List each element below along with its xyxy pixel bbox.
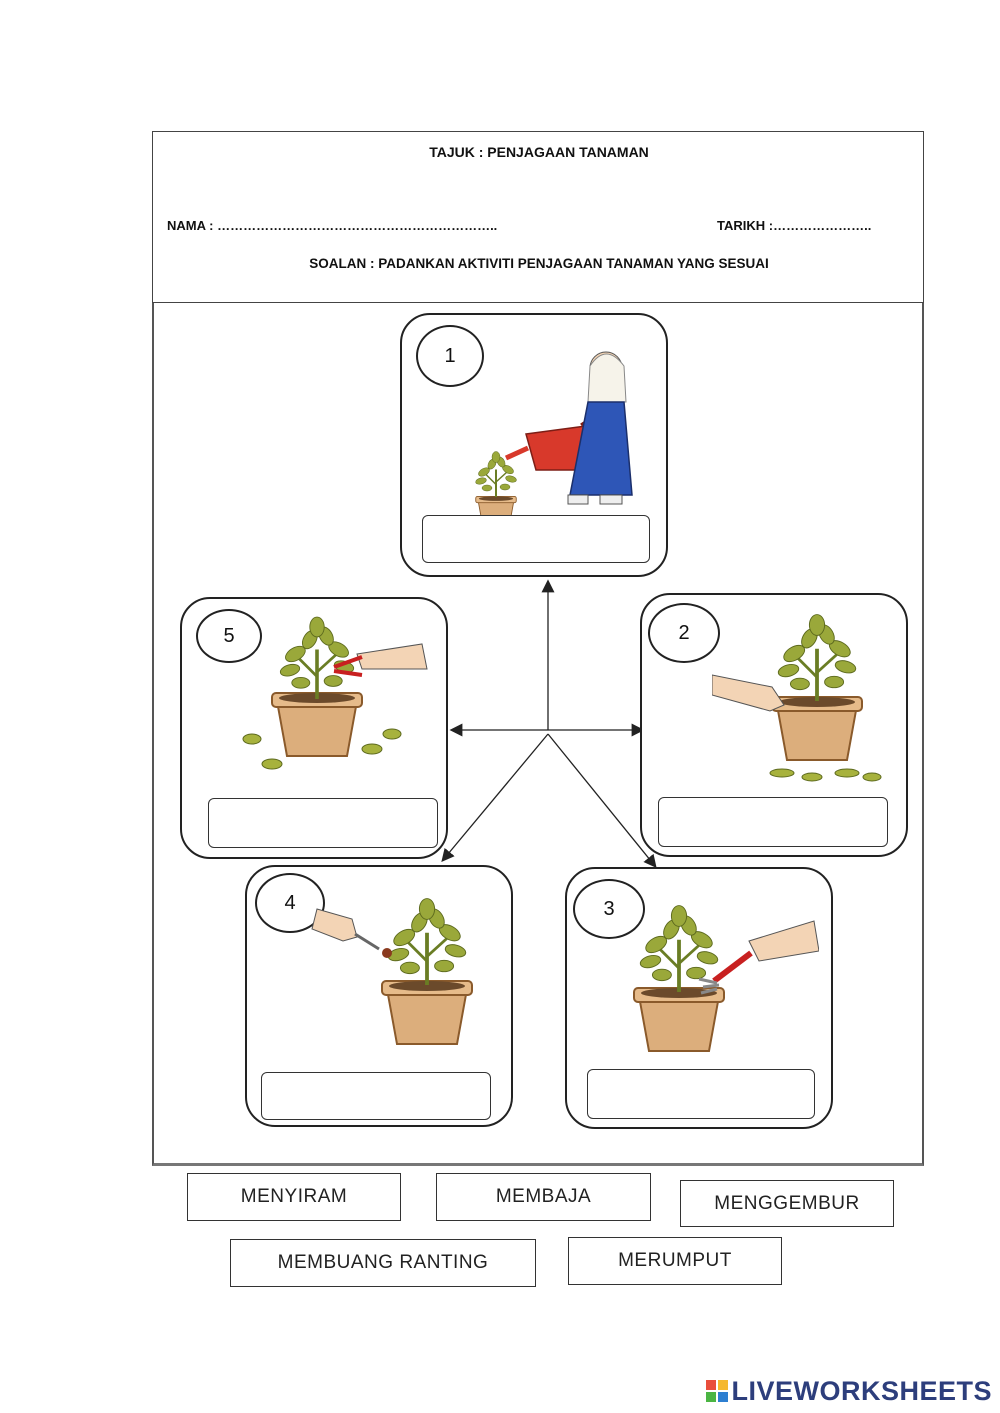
card-number: 1 — [416, 325, 484, 387]
card-number: 5 — [196, 609, 262, 663]
activity-card-2 — [640, 593, 908, 857]
fertilizing-plant-icon — [307, 879, 477, 1059]
word-tile-menggembur[interactable]: MENGGEMBUR — [680, 1180, 894, 1227]
pruning-plant-icon — [222, 609, 432, 779]
date-field-label: TARIKH :………………….. — [717, 218, 872, 233]
answer-box-5[interactable] — [208, 798, 438, 848]
weeding-plant-icon — [712, 605, 892, 785]
name-field-label: NAMA : ……………………………………………………….. — [167, 218, 498, 233]
brand-name: LIVEWORKSHEETS — [731, 1376, 992, 1406]
liveworksheets-logo — [706, 1376, 992, 1407]
activity-card-3 — [565, 867, 833, 1129]
liveworksheets-badge-icon — [706, 1380, 728, 1402]
activity-card-5 — [180, 597, 448, 859]
activity-card-1 — [400, 313, 668, 577]
card-number: 2 — [648, 603, 720, 663]
activity-card-4 — [245, 865, 513, 1127]
watering-plant-icon — [466, 330, 636, 515]
word-tile-membaja[interactable]: MEMBAJA — [436, 1173, 651, 1221]
loosening-soil-icon — [619, 881, 819, 1061]
word-tile-merumput[interactable]: MERUMPUT — [568, 1237, 782, 1285]
word-tile-menyiram[interactable]: MENYIRAM — [187, 1173, 401, 1221]
question-text: SOALAN : PADANKAN AKTIVITI PENJAGAAN TANAMAN YANG SESUAI — [309, 256, 769, 271]
answer-box-2[interactable] — [658, 797, 888, 847]
answer-box-4[interactable] — [261, 1072, 491, 1120]
word-tile-membuang-ranting[interactable]: MEMBUANG RANTING — [230, 1239, 536, 1287]
card-number: 4 — [255, 873, 325, 933]
answer-box-3[interactable] — [587, 1069, 815, 1119]
answer-box-1[interactable] — [422, 515, 650, 563]
card-number: 3 — [573, 879, 645, 939]
worksheet-title: TAJUK : PENJAGAAN TANAMAN — [429, 144, 649, 160]
